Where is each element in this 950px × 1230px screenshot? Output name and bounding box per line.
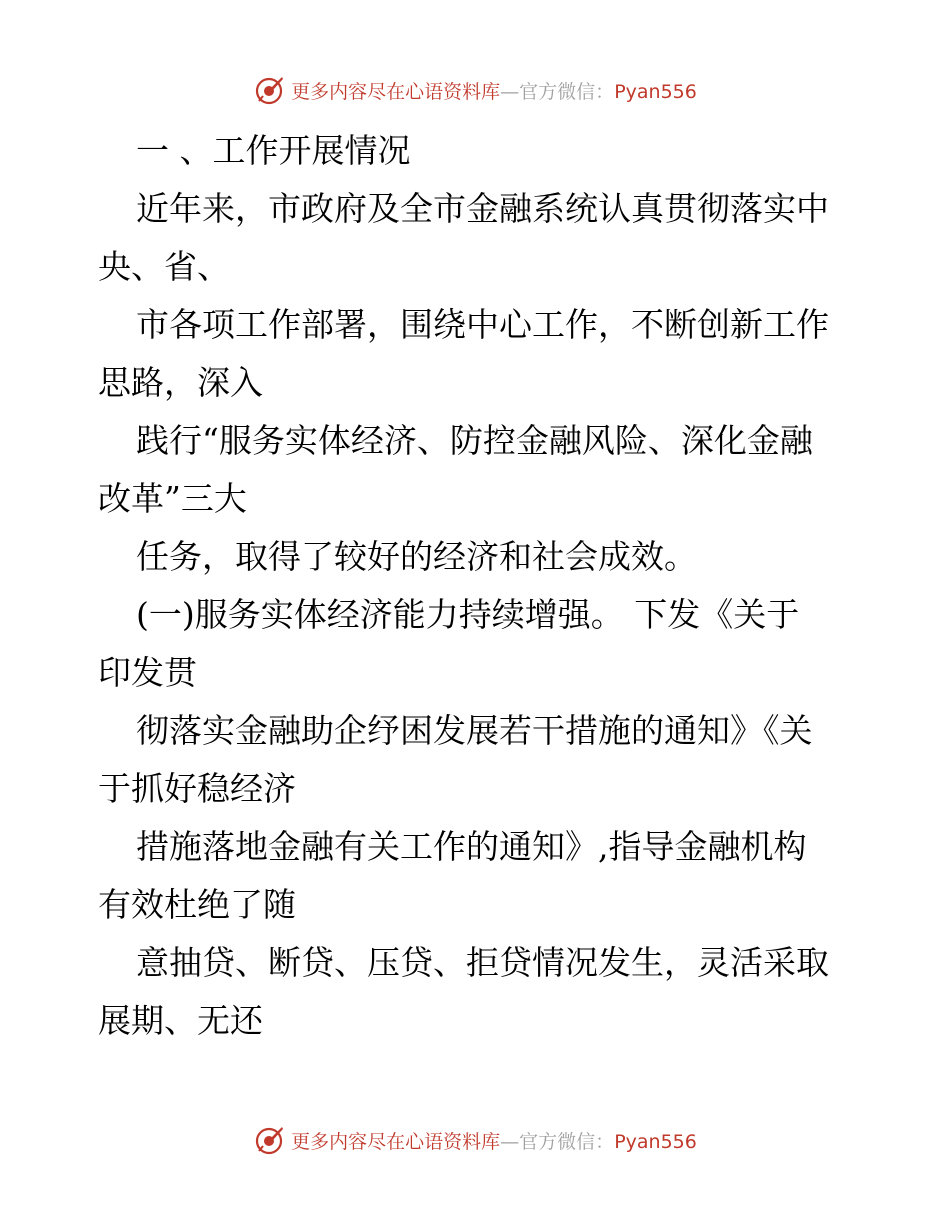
- header-banner: [0, 70, 950, 110]
- banner-main-text: 更多内容尽在心语资料库: [291, 80, 501, 103]
- paragraph-line: 展期、无还: [98, 1001, 263, 1040]
- paragraph-line: 践行“服务实体经济、防控金融风险、深化金融: [136, 421, 813, 460]
- section-heading: 一 、工作开展情况: [136, 131, 411, 170]
- paragraph-line: 印发贯: [98, 653, 197, 692]
- paragraph-line: 改革”三大: [98, 479, 247, 518]
- pen-nib-logo-icon: [253, 74, 285, 106]
- banner-wechat-id: Pyan556: [614, 1130, 697, 1153]
- banner-main-text: 更多内容尽在心语资料库: [291, 1130, 501, 1153]
- subsection-heading-line: (一)服务实体经济能力持续增强。 下发《关于: [136, 595, 800, 634]
- paragraph-line: 有效杜绝了随: [98, 885, 296, 924]
- paragraph-line: 于抓好稳经济: [98, 769, 296, 808]
- banner-wechat-id: Pyan556: [614, 80, 697, 103]
- banner-dash: —: [500, 80, 520, 103]
- pen-nib-logo-icon: [253, 1124, 285, 1156]
- paragraph-line: 意抽贷、断贷、压贷、拒贷情况发生，灵活采取: [136, 943, 829, 982]
- banner-wechat-label: 官方微信：: [519, 1130, 615, 1153]
- paragraph-line: 央、省、: [98, 247, 230, 286]
- footer-banner: [0, 1120, 950, 1160]
- document-body: [98, 122, 858, 1050]
- banner-text: [291, 77, 697, 104]
- banner-dash: —: [500, 1130, 520, 1153]
- banner-wechat-label: 官方微信：: [519, 80, 615, 103]
- paragraph-line: 近年来，市政府及全市金融系统认真贯彻落实中: [136, 189, 829, 228]
- banner-text: [291, 1127, 697, 1154]
- paragraph-line: 思路，深入: [98, 363, 263, 402]
- paragraph-line: 彻落实金融助企纾困发展若干措施的通知》《关: [136, 711, 813, 750]
- paragraph-line: 任务，取得了较好的经济和社会成效。: [136, 537, 697, 576]
- paragraph-line: 措施落地金融有关工作的通知》,指导金融机构: [136, 827, 807, 866]
- paragraph-line: 市各项工作部署，围绕中心工作，不断创新工作: [136, 305, 829, 344]
